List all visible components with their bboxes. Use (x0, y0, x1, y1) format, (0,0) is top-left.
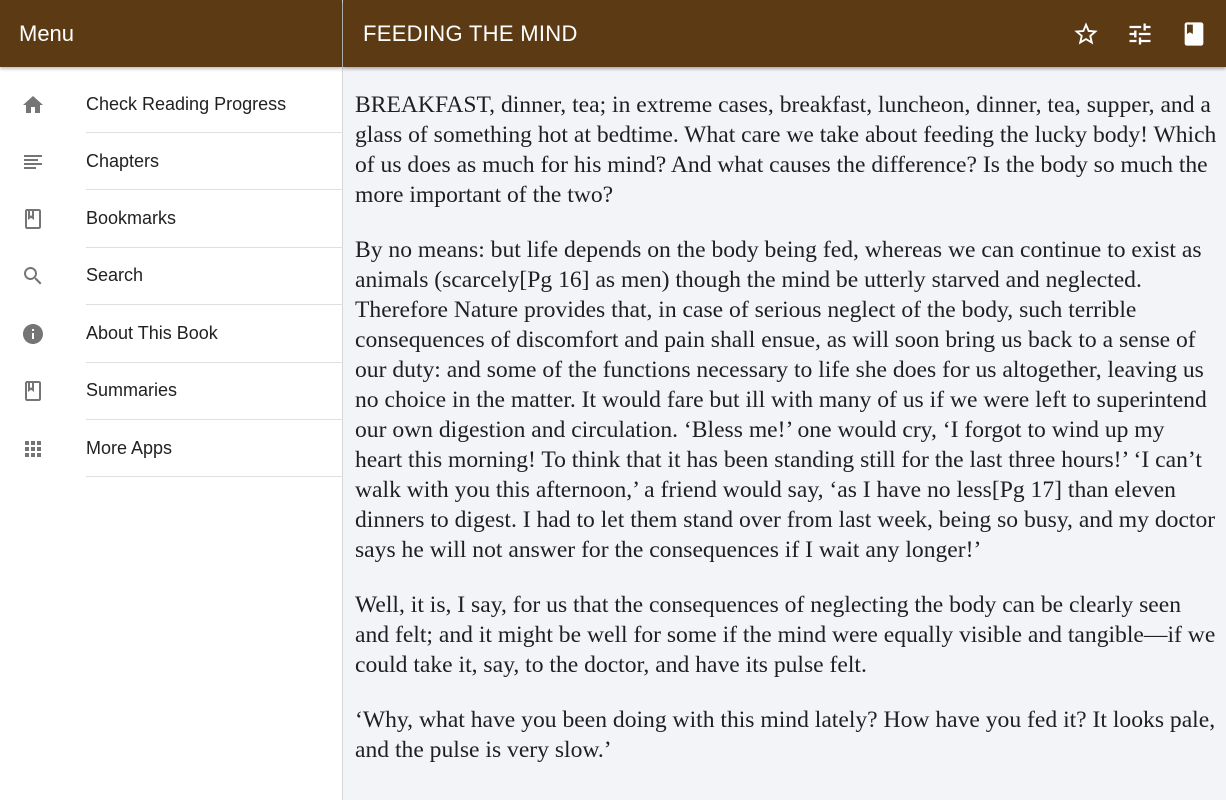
paragraph: By no means: but life depends on the body being fed, whereas we can continue to exist as animals (scarcely[Pg 16] as men) though the mind be utterly starved and neglected. Therefore Nature provides that, in case of serious neglect of the body, such terrible consequences of discomfort and pain shall ensue, as will soon bring us back to a sense of our duty: and some of the functions necessary to life she does for us altogether, leaving us no choice in the matter. It would fare but ill with many of us if we were left to superintend our own digestion and circulation. ‘Bless me!’ one would cry, ‘I forgot to wind up my heart this morning! To think that it has been standing still for the last three hours!’ ‘I can’t walk with you this afternoon,’ a friend would say, ‘as I have no less[Pg 17] than eleven dinners to digest. I had to let them stand over from last week, being so busy, and my doctor says he will not answer for the consequences if I wait any longer!’ (355, 237, 1216, 563)
bookmark-star-button[interactable] (1072, 20, 1100, 48)
menu-item-label: Chapters (86, 133, 342, 190)
menu-item-summaries[interactable] (0, 363, 342, 420)
menu-item-label: Bookmarks (86, 190, 342, 247)
reader-settings-button[interactable] (1126, 20, 1154, 48)
drawer-title: Menu (19, 20, 75, 46)
menu-item-bookmarks[interactable] (0, 190, 342, 247)
table-of-contents-button[interactable] (1180, 20, 1208, 48)
menu-item-check-reading-progress[interactable] (0, 77, 342, 133)
menu-item-label: Summaries (86, 363, 342, 420)
reader-pane (343, 0, 1226, 800)
menu-item-label: Search (86, 248, 342, 305)
paragraph: BREAKFAST, dinner, tea; in extreme cases, breakfast, luncheon, dinner, tea, supper, and a glass of something hot at bedtime. What care we take about feeding the lucky body! Which of us does as much for his mind? And what causes the difference? Is the body so much the more important of the two? (355, 92, 1217, 208)
list-icon (21, 150, 45, 174)
menu-item-label: About This Book (86, 305, 342, 362)
app-bar (343, 0, 1226, 67)
book-icon (1180, 20, 1208, 48)
menu-item-chapters[interactable] (0, 133, 342, 190)
paragraph: ‘Why, what have you been doing with this mind lately? How have you fed it? It looks pale, and the pulse is very slow.’ (355, 707, 1216, 763)
book-text (355, 90, 1217, 790)
search-icon (21, 264, 45, 288)
menu-item-more-apps[interactable] (0, 420, 342, 477)
drawer-menu (0, 77, 342, 477)
menu-item-search[interactable] (0, 248, 342, 305)
paragraph: Well, it is, I say, for us that the consequences of neglecting the body can be clearly seen and felt; and it might be well for some if the mind were equally visible and tangible—if we could take it, say, to the doctor, and have its pulse felt. (355, 592, 1216, 678)
home-icon (21, 93, 45, 117)
book-icon (21, 207, 45, 231)
navigation-drawer (0, 0, 342, 800)
menu-item-label: More Apps (86, 420, 342, 477)
chapter-title: FEEDING THE MIND (363, 20, 578, 46)
drawer-header (0, 0, 342, 67)
settings-sliders-icon (1126, 20, 1154, 48)
menu-item-label: Check Reading Progress (86, 77, 342, 133)
info-icon (21, 322, 45, 346)
menu-item-about-this-book[interactable] (0, 305, 342, 362)
star-outline-icon (1072, 20, 1100, 48)
app-bar-actions (1072, 0, 1208, 67)
apps-grid-icon (21, 437, 45, 461)
book-icon (21, 379, 45, 403)
